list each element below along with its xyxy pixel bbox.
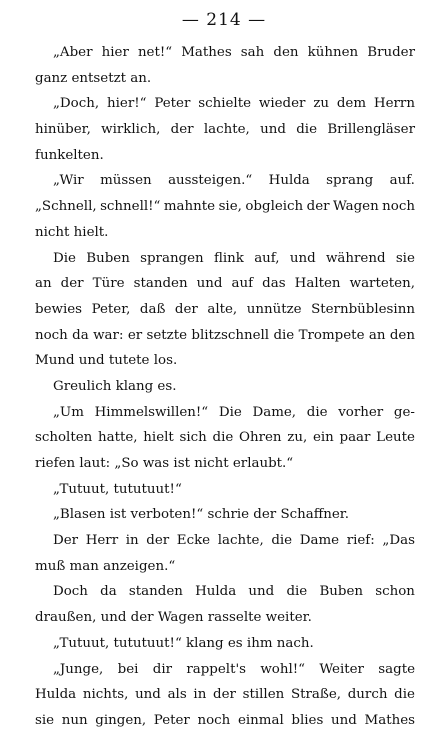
body-text xyxy=(35,40,415,734)
word: sie, xyxy=(218,199,242,215)
word: „Das xyxy=(382,533,415,549)
word: sagte xyxy=(378,661,415,677)
text-line xyxy=(35,605,415,631)
word: rappelt's xyxy=(186,661,247,677)
word: Hulda xyxy=(268,173,310,189)
word: da xyxy=(72,327,89,343)
word: hielt xyxy=(143,430,174,446)
word: Dame xyxy=(299,533,340,549)
text-line xyxy=(35,66,415,92)
word: auf xyxy=(231,276,254,292)
line-text: riefen laut: „So was ist nicht erlaubt.“ xyxy=(35,456,294,471)
word: sah xyxy=(240,45,265,60)
word: den xyxy=(389,327,415,343)
word: in xyxy=(125,533,139,549)
word: scholten xyxy=(35,430,93,446)
word: noch xyxy=(197,712,231,728)
word: und xyxy=(248,584,275,600)
word: Hulda xyxy=(195,584,237,600)
word: mahnte xyxy=(163,199,216,215)
word: der xyxy=(146,533,170,549)
word: und xyxy=(135,687,161,703)
word: und xyxy=(331,712,357,728)
word: blitzschnell xyxy=(191,327,270,343)
word: zu xyxy=(313,96,329,112)
word: die xyxy=(212,430,234,446)
word: das xyxy=(262,276,286,292)
word: und xyxy=(196,276,223,292)
word: Buben xyxy=(319,584,364,600)
line-text: nicht hielt. xyxy=(35,224,109,240)
text-line xyxy=(35,143,415,169)
word: hier!“ xyxy=(106,96,147,112)
word: blies xyxy=(291,712,324,728)
word: Der xyxy=(53,533,79,549)
word: paar xyxy=(339,430,371,446)
page-number: — 214 — xyxy=(181,10,267,30)
text-line xyxy=(35,117,415,143)
word: „Doch, xyxy=(53,96,100,112)
word: sprangen xyxy=(140,250,204,266)
word: „Schnell, xyxy=(35,199,97,215)
word: „Um xyxy=(53,404,84,420)
word: noch xyxy=(382,199,415,215)
word: hier xyxy=(101,45,129,60)
word: Halten xyxy=(294,276,341,292)
word: lachte, xyxy=(217,533,264,549)
word: ein xyxy=(312,430,334,446)
text-line xyxy=(35,631,415,657)
word: Ohren xyxy=(239,430,282,446)
word: dem xyxy=(336,96,367,112)
word: flink xyxy=(213,250,244,266)
word: in xyxy=(193,687,207,703)
word: wirklich, xyxy=(101,122,161,138)
text-line xyxy=(35,682,415,708)
word: sie xyxy=(35,712,55,728)
word: Hulda xyxy=(35,687,77,703)
text-line xyxy=(35,40,415,66)
word: Buben xyxy=(86,250,130,266)
word: der xyxy=(306,199,330,215)
word: er xyxy=(127,327,143,343)
word: nun xyxy=(61,712,88,728)
line-text: muß man anzeigen.“ xyxy=(35,558,176,574)
word: „Wir xyxy=(53,173,84,189)
word: und xyxy=(260,122,286,138)
text-line xyxy=(35,323,415,349)
word: war: xyxy=(93,327,124,343)
text-line xyxy=(35,194,415,220)
word: schielte xyxy=(198,96,252,112)
word: die xyxy=(273,327,295,343)
word: da xyxy=(100,584,117,600)
line-text: Greulich klang es. xyxy=(53,378,177,394)
text-line xyxy=(35,451,415,477)
word: Peter xyxy=(154,96,191,112)
line-text: ganz entsetzt an. xyxy=(35,70,152,86)
text-line xyxy=(35,400,415,426)
word: kühnen xyxy=(307,45,359,60)
word: an xyxy=(35,276,52,292)
word: Herr xyxy=(85,533,119,549)
word: schon xyxy=(375,584,415,600)
word: an xyxy=(368,327,386,343)
word: „Aber xyxy=(53,45,93,60)
word: Himmelswillen!“ xyxy=(94,404,209,420)
word: müssen xyxy=(100,173,152,189)
word: Die xyxy=(53,250,76,266)
word: der xyxy=(174,301,198,317)
word: bei xyxy=(117,661,139,677)
line-text: „Tutuut, tututuut!“ xyxy=(53,481,182,497)
word: warteten, xyxy=(349,276,415,292)
word: den xyxy=(273,45,299,60)
word: Peter xyxy=(153,712,190,728)
word: net!“ xyxy=(137,45,173,60)
text-line xyxy=(35,708,415,734)
line-text: Mund und tutete los. xyxy=(35,353,178,369)
word: Trompete xyxy=(298,327,365,343)
word: gingen, xyxy=(95,712,147,728)
word: sich xyxy=(179,430,207,446)
word: Leute xyxy=(376,430,415,446)
word: Ecke xyxy=(176,533,211,549)
word: Peter, xyxy=(91,301,131,317)
word: setzte xyxy=(146,327,188,343)
text-line xyxy=(35,425,415,451)
word: alte, xyxy=(207,301,238,317)
word: unnütze xyxy=(246,301,302,317)
text-line xyxy=(35,374,415,400)
word: Straße, xyxy=(290,687,342,703)
text-line xyxy=(35,246,415,272)
word: wieder xyxy=(258,96,306,112)
word: Weiter xyxy=(319,661,364,677)
word: die xyxy=(271,533,293,549)
text-line xyxy=(35,91,415,117)
word: als xyxy=(167,687,187,703)
word: einmal xyxy=(237,712,284,728)
word: auf, xyxy=(254,250,280,266)
word: bewies xyxy=(35,301,83,317)
word: nichts, xyxy=(82,687,129,703)
word: standen xyxy=(133,276,188,292)
word: standen xyxy=(128,584,183,600)
text-line xyxy=(35,297,415,323)
word: sprang xyxy=(326,173,374,189)
line-text: „Tutuut, tututuut!“ klang es ihm nach. xyxy=(53,635,314,651)
word: Sternbüblesinn xyxy=(311,301,415,317)
text-line xyxy=(35,579,415,605)
line-text: funkelten. xyxy=(35,147,104,163)
word: die xyxy=(394,687,415,703)
text-line xyxy=(35,554,415,580)
word: Mathes xyxy=(181,45,232,60)
text-line xyxy=(35,528,415,554)
word: der xyxy=(213,687,236,703)
word: sie xyxy=(395,250,415,266)
word: dir xyxy=(152,661,173,677)
word: daß xyxy=(139,301,166,317)
word: die xyxy=(306,404,328,420)
word: rief: xyxy=(346,533,375,549)
word: wohl!“ xyxy=(260,661,306,677)
word: Mathes xyxy=(364,712,415,728)
word: hinüber, xyxy=(35,122,91,138)
text-line xyxy=(35,168,415,194)
word: schnell!“ xyxy=(100,199,161,215)
word: stillen xyxy=(242,687,285,703)
word: Doch xyxy=(53,584,88,600)
word: obgleich xyxy=(245,199,304,215)
word: Wagen xyxy=(333,199,379,215)
word: der xyxy=(60,276,84,292)
word: vorher xyxy=(338,404,384,420)
word: Herrn xyxy=(373,96,415,112)
word: hatte, xyxy=(98,430,138,446)
word: Türe xyxy=(92,276,125,292)
word: ge- xyxy=(393,404,415,420)
text-line xyxy=(35,220,415,246)
text-line xyxy=(35,348,415,374)
word: auf. xyxy=(389,173,415,189)
text-line xyxy=(35,477,415,503)
word: die xyxy=(286,584,308,600)
word: „Junge, xyxy=(53,661,104,677)
word: Die xyxy=(218,404,242,420)
text-line xyxy=(35,502,415,528)
word: und xyxy=(289,250,316,266)
word: zu, xyxy=(287,430,308,446)
word: Dame, xyxy=(252,404,297,420)
word: lachte, xyxy=(203,122,250,138)
word: der xyxy=(170,122,194,138)
word: die xyxy=(296,122,318,138)
word: Brillengläser xyxy=(327,122,415,138)
line-text: „Blasen ist verboten!“ schrie der Schaffner. xyxy=(53,507,349,523)
word: Bruder xyxy=(367,45,415,60)
word: aussteigen.“ xyxy=(168,173,253,189)
word: noch xyxy=(35,327,68,343)
word: während xyxy=(325,250,386,266)
text-line xyxy=(35,271,415,297)
word: durch xyxy=(347,687,388,703)
line-text: draußen, und der Wagen rasselte weiter. xyxy=(35,610,312,626)
text-line xyxy=(35,657,415,683)
